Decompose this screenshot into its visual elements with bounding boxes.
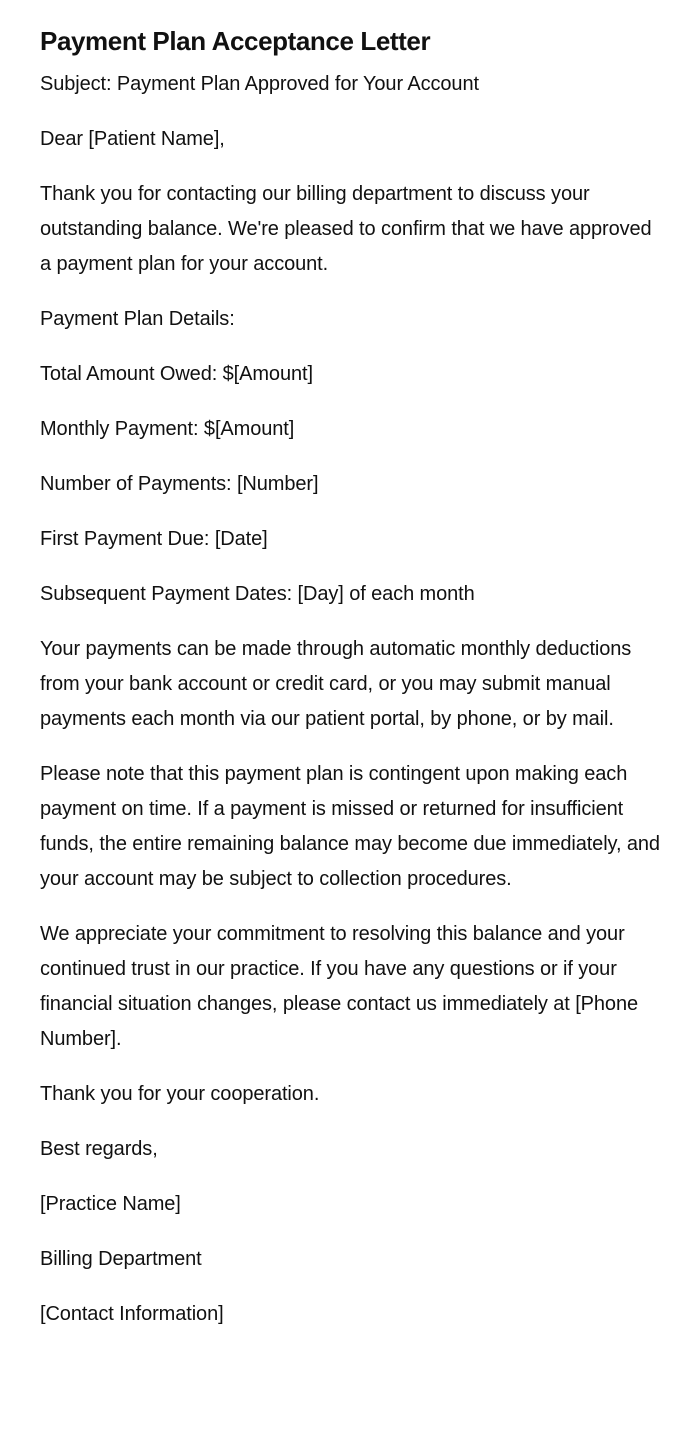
signature-practice-name: [Practice Name] [40,1193,181,1215]
intro-paragraph: Thank you for contacting our billing department to discuss your outstanding balance. We're pleased to confirm that we have approved a payment plan for your account. [40,183,652,275]
detail-number-of-payments: Number of Payments: [Number] [40,473,319,495]
thanks-line: Thank you for your cooperation. [40,1083,320,1105]
contingency-paragraph: Please note that this payment plan is contingent upon making each payment on time. If a payment is missed or returned for insufficient funds, the entire remaining balance may become due immediately, and your account may be subject to collection procedures. [40,763,660,890]
detail-monthly-payment: Monthly Payment: $[Amount] [40,418,295,440]
details-heading: Payment Plan Details: [40,308,235,330]
document-title: Payment Plan Acceptance Letter [40,26,431,56]
subject-line: Subject: Payment Plan Approved for Your Account [40,73,479,95]
detail-total-owed: Total Amount Owed: $[Amount] [40,363,313,385]
payment-methods-paragraph: Your payments can be made through automatic monthly deductions from your bank account or credit card, or you may submit manual payments each month via our patient portal, by phone, or by mail. [40,638,632,730]
greeting: Dear [Patient Name], [40,128,225,150]
appreciation-paragraph: We appreciate your commitment to resolving this balance and your continued trust in our practice. If you have any questions or if your financial situation changes, please contact us immediately at [Phone Number]. [40,923,639,1050]
detail-subsequent-dates: Subsequent Payment Dates: [Day] of each month [40,583,475,605]
detail-first-payment-due: First Payment Due: [Date] [40,528,268,550]
signature-department: Billing Department [40,1248,202,1270]
closing-line: Best regards, [40,1138,158,1160]
signature-contact-info: [Contact Information] [40,1303,224,1325]
